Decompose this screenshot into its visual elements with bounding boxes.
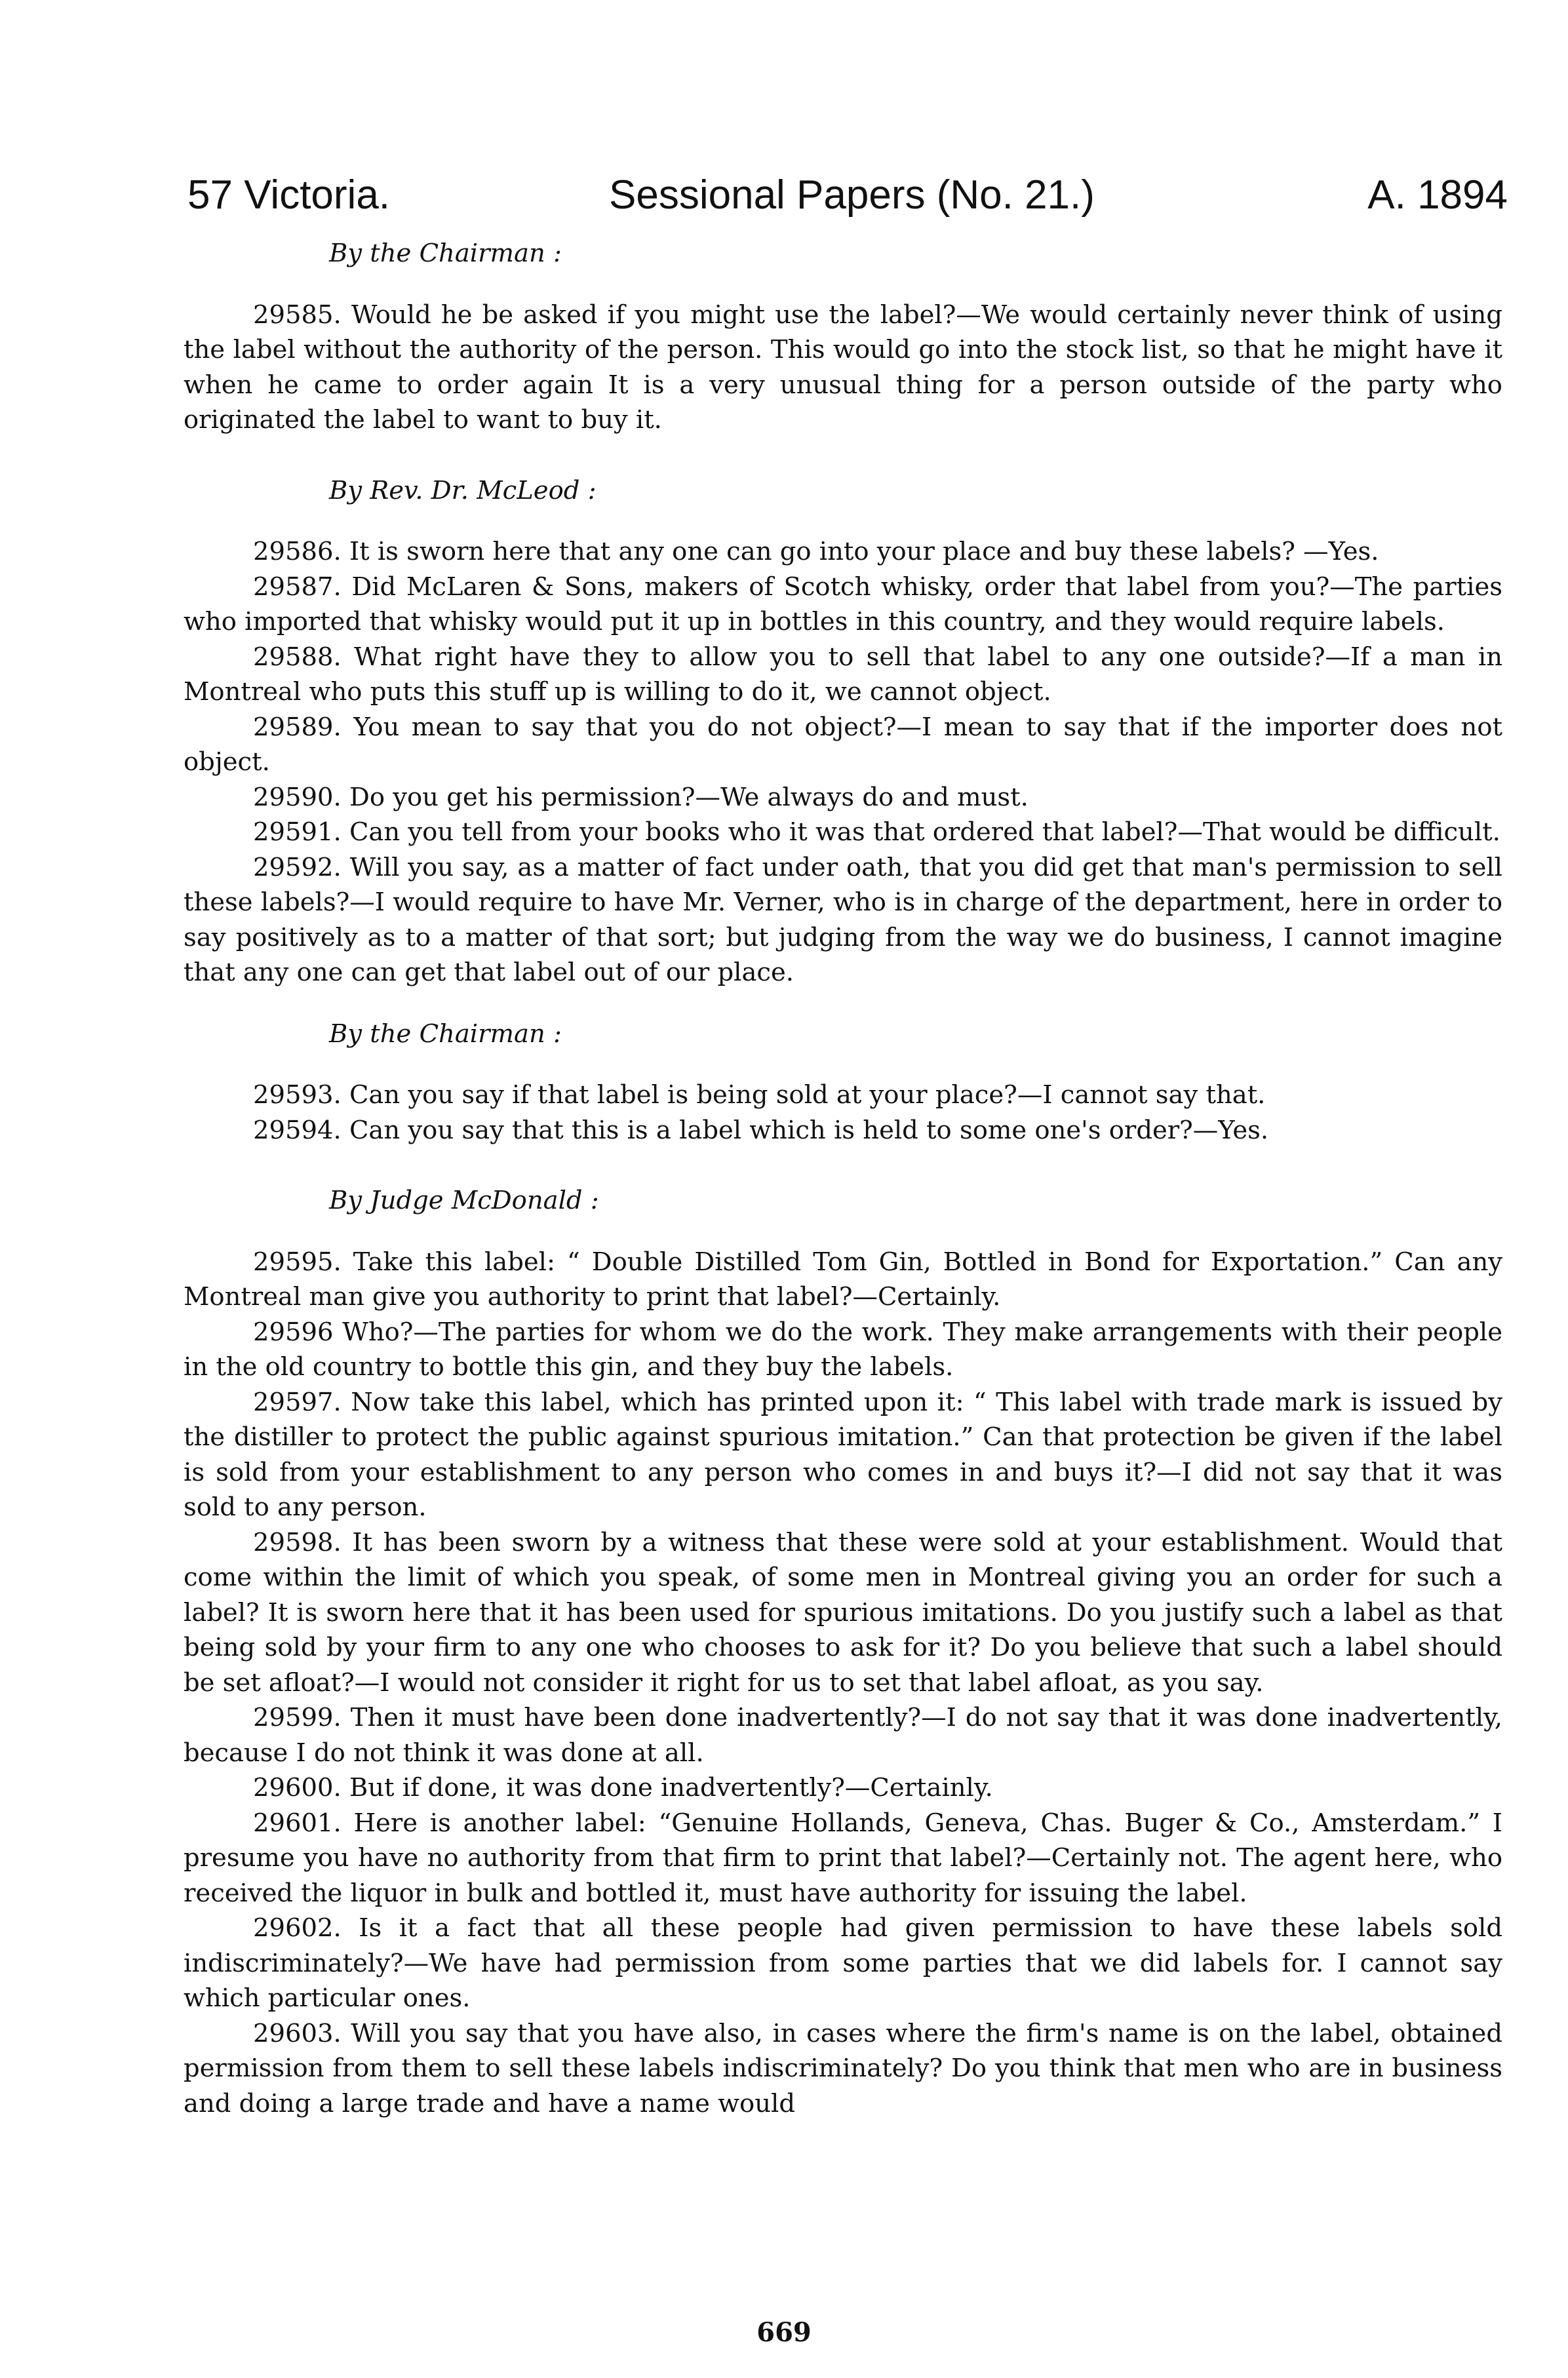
- question-paragraph: 29598. It has been sworn by a witness that these were sold at your establishment. Would that come within the limit of which you speak, of some men in Montreal giving you an order for such a label? It is sworn here that it has been used for spurious imitations. Do you justify such a label as that being sold by your firm to any one who chooses to ask for it? Do you believe that such a label should be set afloat?—I would not consider it right for us to set that label afloat, as you say.: [184, 1527, 1502, 1698]
- question-paragraph: 29585. Would he be asked if you might use the label?—We would certainly never think of using the label without the authority of the person. This would go into the stock list, so that he might have it when he came to order again It is a very unusual thing for a person outside of the party who originated the label to want to buy it.: [184, 300, 1502, 435]
- testimony-body: [184, 236, 1502, 2121]
- speaker-heading: By the Chairman :: [329, 239, 562, 268]
- question-paragraph: 29596 Who?—The parties for whom we do the work. They make arrangements with their people in the old country to bottle this gin, and they buy the labels.: [184, 1317, 1502, 1382]
- question-paragraph: 29602. Is it a fact that all these people had given permission to have these labels sold indiscriminately?—We have had permission from some parties that we did labels for. I cannot say which particular ones.: [184, 1913, 1502, 2013]
- question-paragraph: 29603. Will you say that you have also, in cases where the firm's name is on the label, obtained permission from them to sell these labels indiscriminately? Do you think that men who are in business and doing a large trade and have a name would: [184, 2018, 1502, 2118]
- speaker-heading: By Rev. Dr. McLeod :: [329, 475, 597, 505]
- question-paragraph: 29601. Here is another label: “Genuine Hollands, Geneva, Chas. Buger & Co., Amsterdam.” I presume you have no authority from that firm to print that label?—Certainly not. The agent here, who received the liquor in bulk and bottled it, must have authority for issuing the label.: [184, 1808, 1502, 1908]
- question-paragraph: 29588. What right have they to allow you to sell that label to any one outside?—If a man in Montreal who puts this stuff up is willing to do it, we cannot object.: [184, 642, 1502, 707]
- question-paragraph: 29587. Did McLaren & Sons, makers of Scotch whisky, order that label from you?—The parties who imported that whisky would put it up in bottles in this country, and they would require labels.: [184, 572, 1502, 636]
- header-title: Sessional Papers (No. 21.): [609, 172, 1095, 218]
- question-paragraph: 29593. Can you say if that label is being sold at your place?—I cannot say that.: [253, 1080, 1266, 1110]
- page-number: 669: [756, 2317, 812, 2348]
- question-paragraph: 29586. It is sworn here that any one can go into your place and buy these labels? —Yes.: [253, 537, 1379, 566]
- question-paragraph: 29597. Now take this label, which has printed upon it: “ This label with trade mark is issued by the distiller to protect the public against spurious imitation.” Can that protection be given if the label is sold from your establishment to any person who comes in and buys it?—I did not say that it was sold to any person.: [184, 1387, 1502, 1522]
- header-year: 57 Victoria.: [187, 172, 391, 218]
- question-paragraph: 29590. Do you get his permission?—We always do and must.: [253, 782, 1029, 812]
- header-series: A. 1894: [1367, 172, 1508, 218]
- question-paragraph: 29595. Take this label: “ Double Distilled Tom Gin, Bottled in Bond for Exportation.” Can any Montreal man give you authority to print that label?—Certainly.: [184, 1247, 1502, 1312]
- speaker-heading: By the Chairman :: [329, 1019, 562, 1049]
- question-paragraph: 29600. But if done, it was done inadvertently?—Certainly.: [253, 1773, 993, 1803]
- question-paragraph: 29592. Will you say, as a matter of fact under oath, that you did get that man's permission to sell these labels?—I would require to have Mr. Verner, who is in charge of the department, here in order to say positively as to a matter of that sort; but judging from the way we do business, I cannot imagine that any one can get that label out of our place.: [184, 852, 1502, 987]
- speaker-heading: By Judge McDonald :: [329, 1186, 599, 1215]
- question-paragraph: 29594. Can you say that this is a label which is held to some one's order?—Yes.: [253, 1115, 1269, 1145]
- question-paragraph: 29591. Can you tell from your books who it was that ordered that label?—That would be difficult.: [253, 817, 1500, 847]
- question-paragraph: 29589. You mean to say that you do not object?—I mean to say that if the importer does not object.: [184, 712, 1502, 777]
- running-header: [187, 169, 1508, 222]
- question-paragraph: 29599. Then it must have been done inadvertently?—I do not say that it was done inadvertently, because I do not think it was done at all.: [184, 1703, 1502, 1768]
